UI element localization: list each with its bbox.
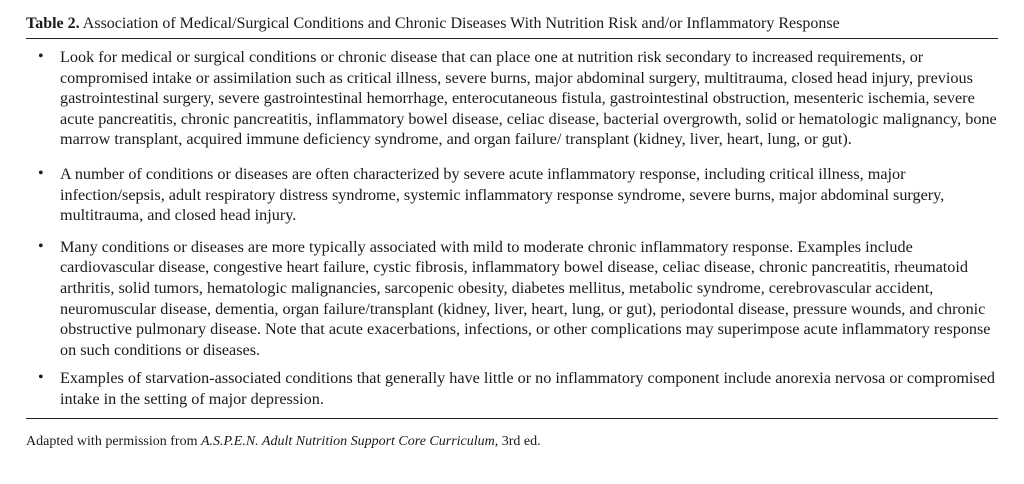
list-item-text: Look for medical or surgical conditions or chronic disease that can place one at nutrition risk secondary to increased requirements, or compromised intake or assimilation such as critical illness, severe burns, major abdominal surgery, multitrauma, closed head injury, previous gastrointestinal surgery, severe gastrointestinal hemorrhage, enterocutaneous fistula, gastrointestinal obstruction, mesenteric ischemia, severe acute pancreatitis, chronic pancreatitis, inflammatory bowel disease, celiac disease, bacterial overgrowth, solid or hematologic malignancy, bone marrow transplant, acquired immune deficiency syndrome, and organ failure/ transplant (kidney, liver, heart, lung, or gut).	[60, 48, 997, 149]
table-2	[26, 14, 998, 451]
table-caption	[26, 14, 998, 34]
list-item-text: Many conditions or diseases are more typically associated with mild to moderate chronic inflammatory response. Examples include cardiovascular disease, congestive heart failure, cystic fibrosis, inflammatory bowel disease, celiac disease, chronic pancreatitis, rheumatoid arthritis, solid tumors, hematologic malignancies, sarcopenic obesity, diabetes mellitus, metabolic syndrome, cerebrovascular accident, neuromuscular disease, dementia, organ failure/transplant (kidney, liver, heart, lung, or gut), periodontal disease, pressure wounds, and chronic obstructive pulmonary disease. Note that acute exacerbations, infections, or other complications may superimpose acute inflammatory response on such conditions or diseases.	[60, 237, 991, 359]
list-item	[26, 368, 998, 409]
bullet-icon: •	[38, 369, 44, 387]
list-item	[26, 47, 998, 150]
footnote-source: A.S.P.E.N. Adult Nutrition Support Core Curriculum	[200, 433, 495, 449]
list-item-text: A number of conditions or diseases are often characterized by severe acute inflammatory response, including critical illness, major infection/sepsis, adult respiratory distress syndrome, systemic inflammatory response syndrome, severe burns, major abdominal surgery, multitrauma, and closed head injury.	[60, 164, 945, 225]
list-item-text: Examples of starvation-associated conditions that generally have little or no inflammatory component include anorexia nervosa or compromised intake in the setting of major depression.	[60, 369, 995, 408]
bullet-icon: •	[38, 164, 44, 182]
list-item	[26, 164, 998, 226]
bullet-icon: •	[38, 237, 44, 255]
footnote-suffix: , 3rd ed.	[494, 433, 541, 449]
footnote-prefix: Adapted with permission from	[26, 433, 201, 449]
table-label: Table 2.	[26, 15, 80, 32]
bullet-icon: •	[38, 48, 44, 65]
table-title: Association of Medical/Surgical Conditions and Chronic Diseases With Nutrition Risk and/or Inflammatory Response	[82, 15, 840, 32]
bullet-list	[26, 39, 998, 418]
list-item	[26, 237, 998, 361]
bottom-rule	[26, 418, 998, 419]
table-footnote	[26, 433, 998, 451]
